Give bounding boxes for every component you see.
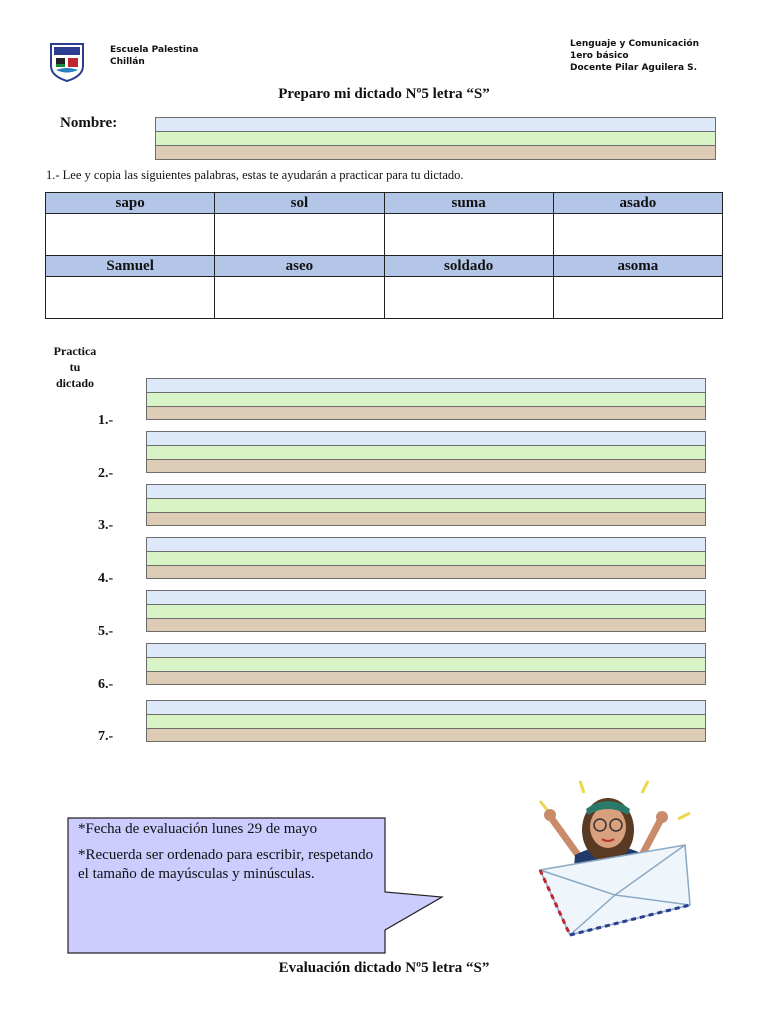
word-cell: asoma: [553, 256, 722, 277]
practice-number: 3.-: [98, 518, 114, 533]
school-name: Escuela Palestina: [110, 45, 199, 55]
practice-number: 2.-: [98, 466, 114, 481]
practice-lines-5[interactable]: [146, 590, 706, 632]
word-cell: aseo: [215, 256, 384, 277]
teacher-avatar-envelope-icon: [520, 775, 700, 940]
notes-text: [78, 820, 378, 891]
word-cell: sol: [215, 193, 384, 214]
word-table: [45, 192, 723, 319]
practice-lines-7[interactable]: [146, 700, 706, 742]
word-cell: suma: [384, 193, 553, 214]
practice-number: 5.-: [98, 624, 114, 639]
practice-number: 6.-: [98, 677, 114, 692]
practice-label-line: Practica: [53, 344, 97, 358]
practice-lines-6[interactable]: [146, 643, 706, 685]
page-title: Preparo mi dictado Nº5 letra “S”: [278, 86, 490, 102]
school-city: Chillán: [110, 57, 145, 67]
teacher: Docente Pilar Aguilera S.: [570, 63, 698, 73]
practice-lines-4[interactable]: [146, 537, 706, 579]
school-info: [110, 44, 198, 68]
word-cell: Samuel: [46, 256, 215, 277]
footer-title: Evaluación dictado Nº5 letra “S”: [278, 960, 490, 976]
practice-label-line: tu: [69, 360, 81, 374]
school-logo-icon: [48, 42, 86, 82]
practice-label: [40, 343, 110, 391]
practice-number: 7.-: [98, 729, 114, 744]
practice-lines-1[interactable]: [146, 378, 706, 420]
word-cell: soldado: [384, 256, 553, 277]
word-cell: sapo: [46, 193, 215, 214]
practice-number: 4.-: [98, 571, 114, 586]
practice-number: 1.-: [98, 413, 114, 428]
copy-cell[interactable]: [46, 214, 215, 256]
copy-cell[interactable]: [384, 277, 553, 319]
reminder-text: *Recuerda ser ordenado para escribir, respetando el tamaño de mayúsculas y minúsculas.: [78, 847, 374, 882]
word-cell: asado: [553, 193, 722, 214]
practice-lines-2[interactable]: [146, 431, 706, 473]
name-label: Nombre:: [60, 115, 118, 131]
course-info: [570, 38, 699, 74]
subject: Lenguaje y Comunicación: [570, 39, 699, 49]
copy-cell[interactable]: [553, 277, 722, 319]
practice-label-line: dictado: [55, 376, 94, 390]
copy-cell[interactable]: [215, 214, 384, 256]
name-writing-lines[interactable]: [155, 117, 716, 160]
copy-cell[interactable]: [384, 214, 553, 256]
evaluation-date: *Fecha de evaluación lunes 29 de mayo: [78, 821, 318, 837]
copy-cell[interactable]: [46, 277, 215, 319]
copy-cell[interactable]: [215, 277, 384, 319]
grade: 1ero básico: [570, 51, 629, 61]
instruction-text: 1.- Lee y copia las siguientes palabras, estas te ayudarán a practicar para tu dictado.: [46, 168, 464, 182]
copy-cell[interactable]: [553, 214, 722, 256]
practice-lines-3[interactable]: [146, 484, 706, 526]
